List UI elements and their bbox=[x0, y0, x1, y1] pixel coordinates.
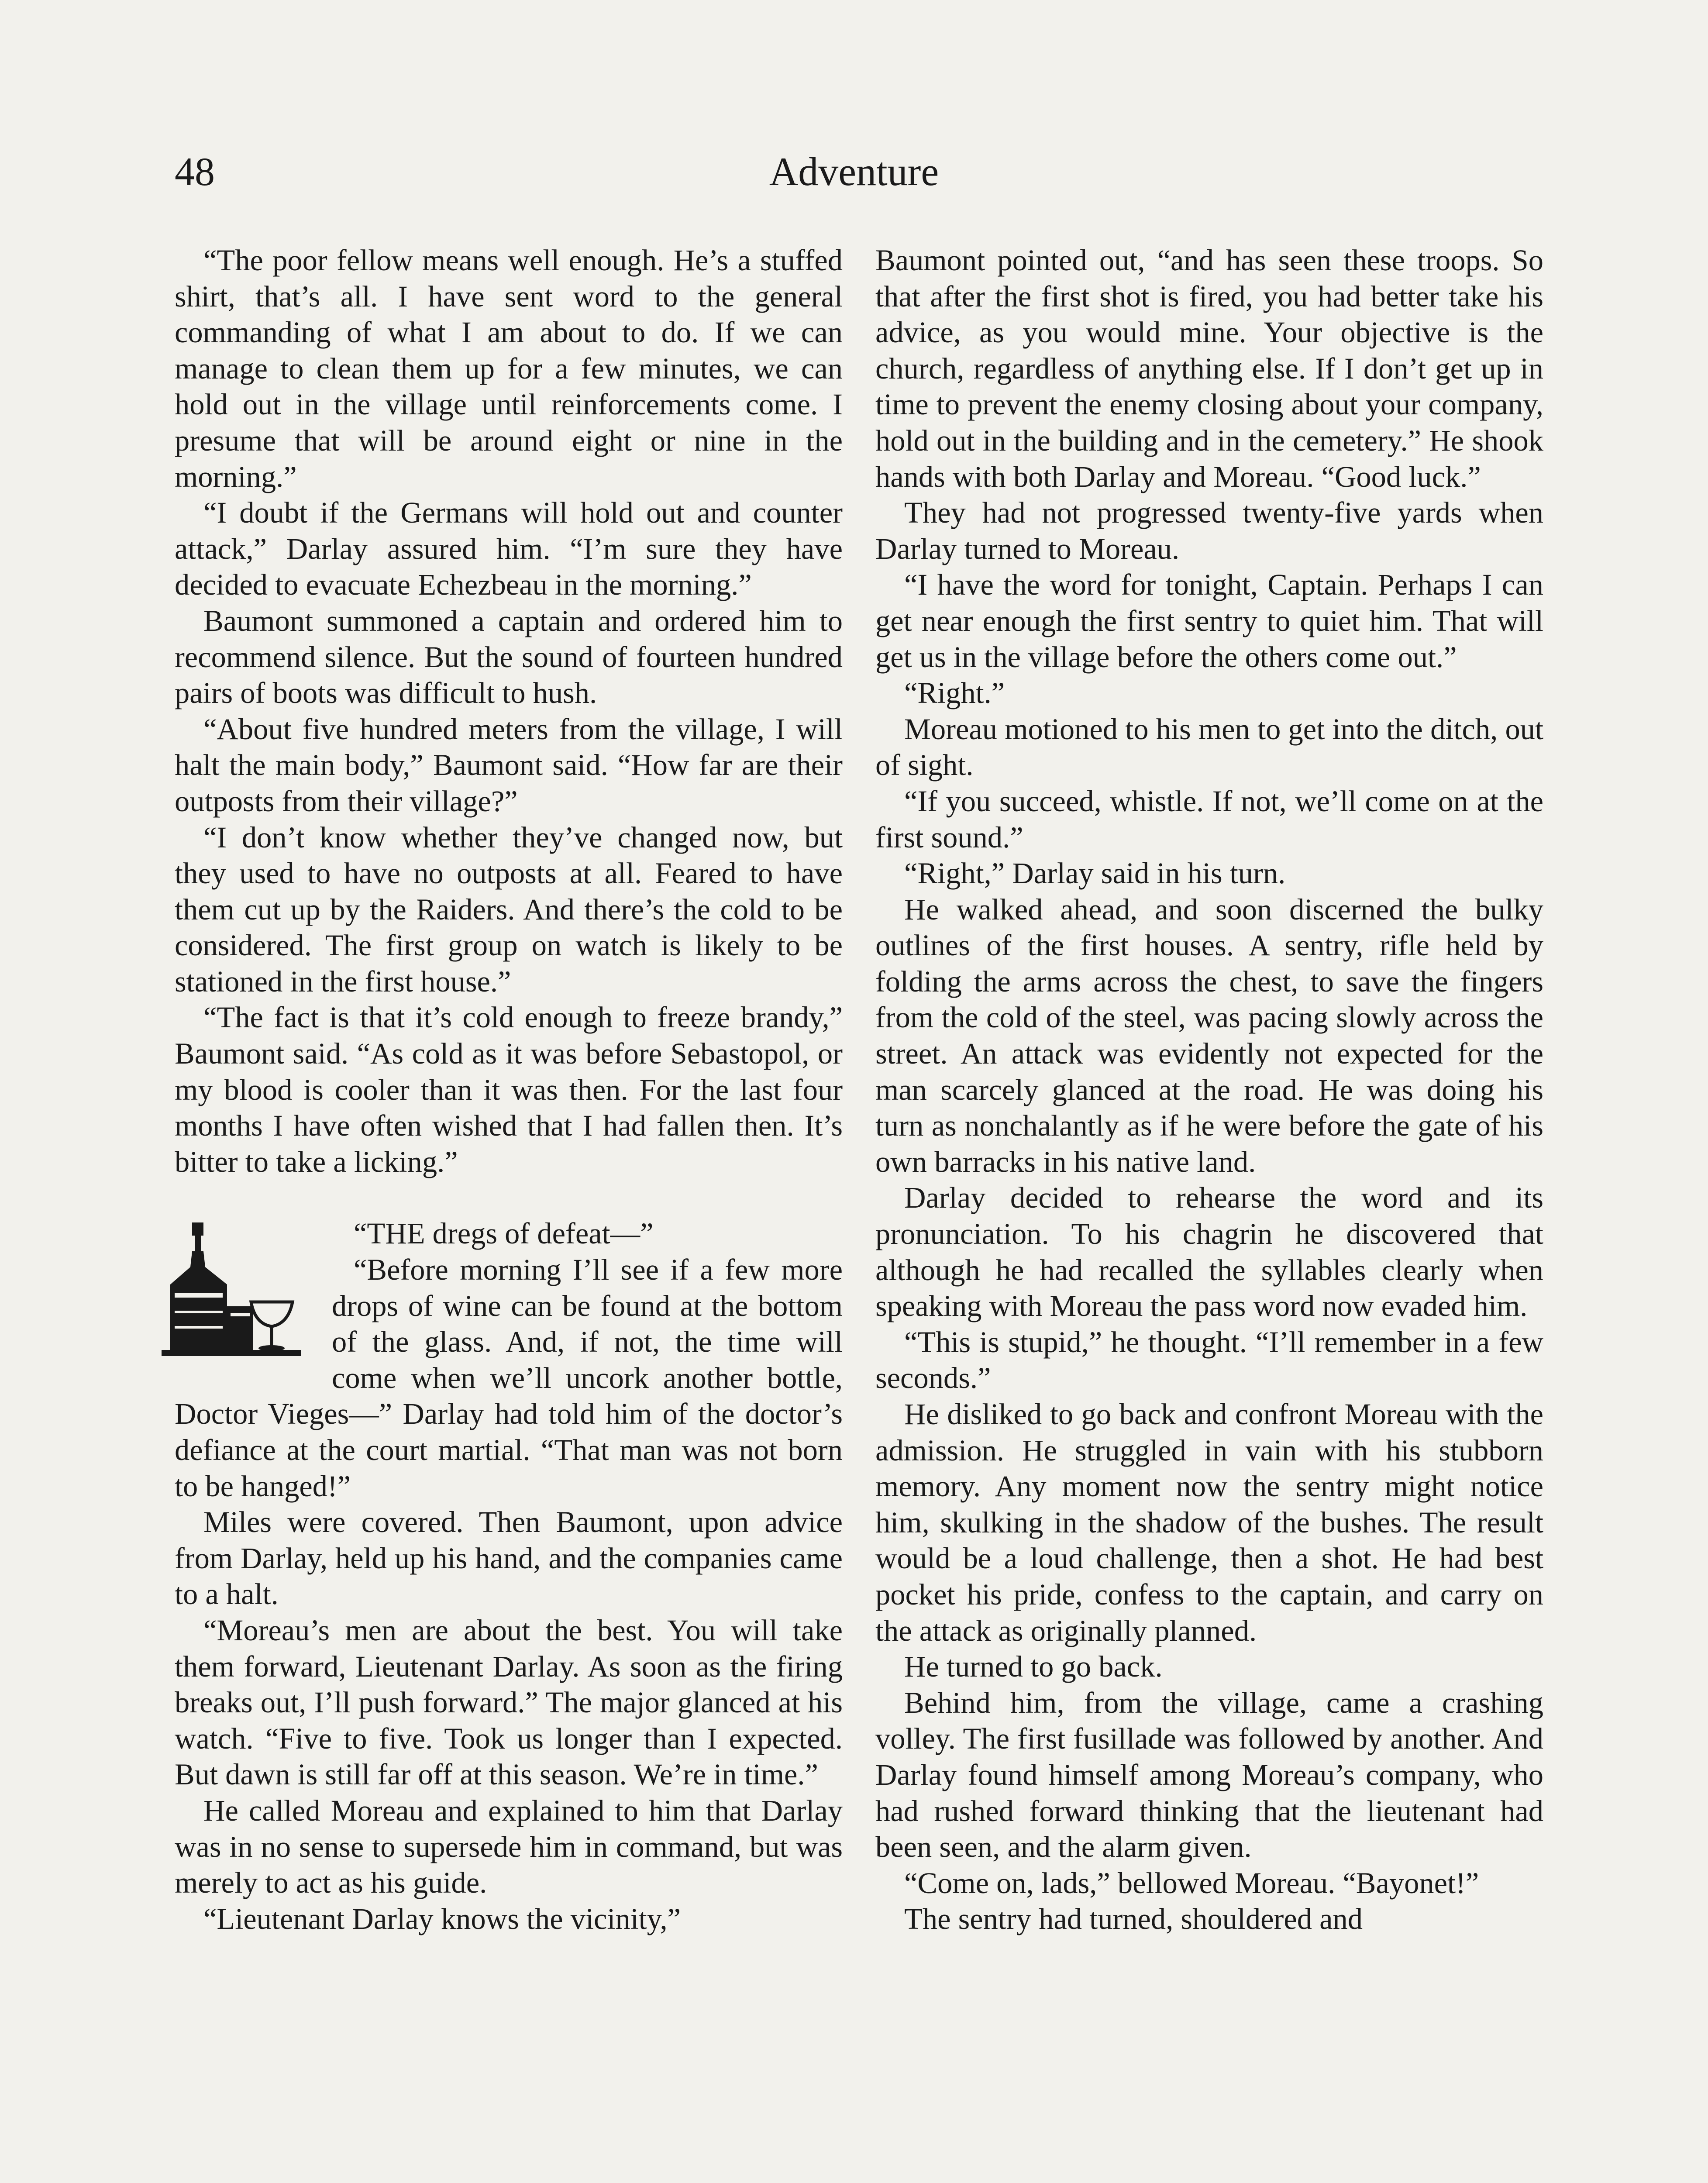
paragraph: “Right.” bbox=[904, 676, 1005, 710]
paragraph: “Moreau’s men are about the best. You will take them forward, Lieutenant Darlay. As soon as the firing breaks out, I’ll push forward.” The major glanced at his watch. “Five to five. Took us longer than I expected. But dawn is still far off at this season. We’re in time.” bbox=[175, 1613, 843, 1791]
paragraph: Darlay decided to rehearse the word and its pronunciation. To his chagrin he discovered that although he had recalled the syllables clearly when speaking with Moreau the pass word now evaded him. bbox=[875, 1181, 1543, 1323]
paragraph: Miles were covered. Then Baumont, upon advice from Darlay, held up his hand, and the companies came to a halt. bbox=[175, 1505, 843, 1611]
paragraph: He walked ahead, and soon discerned the bulky outlines of the first houses. A sentry, rifle held by folding the arms across the chest, to save the fingers from the cold of the steel, was pacing slowly across the street. An attack was evidently not expected for the man scarcely glanced at the road. He was doing his turn as nonchalantly as if he were before the gate of his own barracks in his native land. bbox=[875, 892, 1543, 1178]
paragraph: Behind him, from the village, came a crashing volley. The first fusillade was followed by another. And Darlay found himself among Moreau’s company, who had rushed forward thinking that the lieutenant had been seen, and the alarm given. bbox=[875, 1686, 1543, 1864]
paragraph: “I don’t know whether they’ve changed now, but they used to have no outposts at all. Feared to have them cut up by the Raiders. And there’s the cold to be considered. The first group on watch is likely to be stationed in the first house.” bbox=[175, 820, 843, 998]
paragraph: Moreau motioned to his men to get into the ditch, out of sight. bbox=[875, 712, 1543, 782]
paragraph: “I have the word for tonight, Captain. Perhaps I can get near enough the first sentry to quiet him. That will get us in the village before the others come out.” bbox=[875, 568, 1543, 674]
paragraph: He disliked to go back and confront Moreau with the admission. He struggled in vain with his stubborn memory. Any moment now the sentry might notice him, skulking in the shadow of the bushes. The result would be a loud challenge, then a shot. He had best pocket his pride, confess to the captain, and carry on the attack as originally planned. bbox=[875, 1398, 1543, 1647]
paragraph: “Lieutenant Darlay knows the vicinity,” bbox=[203, 1902, 681, 1935]
paragraph: The sentry had turned, shouldered and bbox=[904, 1902, 1363, 1936]
paragraph: “The poor fellow means well enough. He’s a stuffed shirt, that’s all. I have sent word to the general commanding of what I am about to do. If we can manage to clean them up for a few minutes, we can hold out in the village until reinforcements come. I presume that will be around eight or nine in the morning.” bbox=[175, 244, 843, 493]
page-header bbox=[175, 148, 1533, 214]
paragraph: “If you succeed, whistle. If not, we’ll come on at the first sound.” bbox=[875, 784, 1543, 854]
right-column bbox=[875, 242, 1543, 1937]
decanter-and-wine-glass-icon bbox=[162, 1219, 323, 1363]
paragraph: “I doubt if the Germans will hold out and counter attack,” Darlay assured him. “I’m sure they have decided to evacuate Echezbeau in the morning.” bbox=[175, 496, 843, 602]
page-number: 48 bbox=[175, 149, 215, 194]
paragraph: “Right,” Darlay said in his turn. bbox=[904, 857, 1286, 890]
paragraph: They had not progressed twenty-five yards when Darlay turned to Moreau. bbox=[875, 496, 1543, 565]
paragraph: Baumont pointed out, “and has seen these troops. So that after the first shot is fired, you had better take his advice, as you would mine. Your objective is the church, regardless of anything else. If I don’t get up in time to prevent the enemy closing about your company, hold out in the building and in the cemetery.” He shook hands with both Darlay and Moreau. “Good luck.” bbox=[875, 244, 1543, 493]
paragraph: “THE dregs of defeat—” bbox=[354, 1217, 654, 1250]
left-column bbox=[175, 242, 843, 1937]
paragraph: He turned to go back. bbox=[904, 1650, 1163, 1684]
section-opening bbox=[175, 1215, 843, 1504]
paragraph: “About five hundred meters from the village, I will halt the main body,” Baumont said. “How far are their outposts from their village?” bbox=[175, 712, 843, 818]
running-title: Adventure bbox=[769, 149, 939, 194]
section-break bbox=[175, 1180, 843, 1215]
paragraph: “Before morning I’ll see if a few more drops of wine can be found at the bottom of the glass. And, if not, the time will come when we’ll uncork another bottle, Doctor Vieges—” Darlay had told him of the doctor’s defiance at the court martial. “That man was not born to be hanged!” bbox=[175, 1253, 843, 1503]
paragraph: “This is stupid,” he thought. “I’ll remember in a few seconds.” bbox=[875, 1325, 1543, 1395]
paragraph: He called Moreau and explained to him that Darlay was in no sense to supersede him in command, but was merely to act as his guide. bbox=[175, 1794, 843, 1900]
paragraph: “Come on, lads,” bellowed Moreau. “Bayonet!” bbox=[904, 1866, 1479, 1900]
paragraph: Baumont summoned a captain and ordered him to recommend silence. But the sound of fourteen hundred pairs of boots was difficult to hush. bbox=[175, 604, 843, 710]
paragraph: “The fact is that it’s cold enough to freeze brandy,” Baumont said. “As cold as it was before Sebastopol, or my blood is cooler than it was then. For the last four months I have often wished that I had fallen then. It’s bitter to take a licking.” bbox=[175, 1001, 843, 1178]
